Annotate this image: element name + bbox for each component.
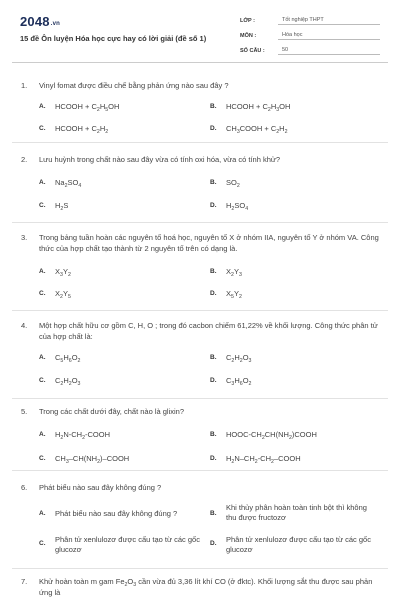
meta-label: LỚP : (240, 18, 255, 24)
question-divider (12, 470, 388, 471)
meta-label: SỐ CÂU : (240, 48, 265, 54)
option-text: $SO_2$ (226, 178, 240, 189)
meta-row-count (240, 42, 380, 55)
site-logo[interactable] (20, 14, 60, 29)
option-letter: D. (210, 455, 217, 462)
question-text: Một hợp chất hữu cơ gồm C, H, O ; trong đó cacbon chiếm 61,22% về khối lượng. Công thức phân tử của hợp chất là: (39, 321, 378, 341)
option-text: HCOOH + $C_2H_5OH$ (55, 102, 120, 113)
option-text: $CH_3-CH(NH_2)$–COOH (55, 454, 130, 465)
meta-row-class (240, 12, 380, 25)
option-letter: D. (210, 125, 217, 132)
option-letter: A. (39, 431, 46, 438)
question-divider (12, 568, 388, 569)
question-divider (12, 398, 388, 399)
option-letter: B. (210, 268, 217, 275)
option-letter: B. (210, 103, 217, 110)
question-number: 4. (21, 321, 28, 330)
option-text: Phát biểu nào sau đây không đúng ? (55, 509, 178, 518)
option-text: $X_5Y_2$ (226, 289, 242, 300)
meta-value: 50 (278, 47, 380, 55)
document-header (0, 0, 400, 60)
option-text: $C_3H_6O_2$ (226, 376, 252, 387)
question-number: 7. (21, 577, 28, 586)
question-text: Khử hoàn toàn m gam $Fe_2O_3$ cần vừa đủ 3,36 lít khí CO (ở đktc). Khối lượng sắt thu được sau phản ứng là (39, 577, 373, 597)
document-title: 15 đề Ôn luyện Hóa học cực hay có lời giải (đề số 1) (20, 34, 207, 43)
option-letter: D. (210, 290, 217, 297)
option-text: $X_2Y_3$ (226, 267, 242, 278)
option-letter: C. (39, 202, 46, 209)
question-number: 2. (21, 155, 28, 164)
option-letter: D. (210, 377, 217, 384)
option-letter: A. (39, 268, 46, 275)
meta-row-subject (240, 27, 380, 40)
option-letter: C. (39, 125, 46, 132)
logo-suffix: .vn (50, 21, 61, 27)
question-divider (12, 310, 388, 311)
option-letter: B. (210, 510, 217, 517)
question-number: 3. (21, 233, 28, 242)
option-text: Khi thủy phân hoàn toàn tinh bột thì không thu được fructozơ (226, 503, 367, 522)
option-text: $C_5H_6O_2$ (55, 353, 81, 364)
option-text: HCOOH + $C_2H_3OH$ (226, 102, 291, 113)
meta-value: Hóa học (278, 32, 380, 40)
option-text: $C_2H_2O_3$ (226, 353, 252, 364)
option-letter: A. (39, 354, 46, 361)
meta-value: Tốt nghiệp THPT (278, 17, 380, 25)
option-text: Phân tử xenlulozơ được cấu tạo từ các gốc glucozơ (55, 535, 200, 554)
question-text: Trong bảng tuần hoàn các nguyên tố hoá học, nguyên tố X ở nhóm IIA, nguyên tố Y ở nhóm VA. Công thức của hợp chất tạo thành từ 2 nguyên tố trên có dạng là. (39, 233, 379, 253)
option-letter: C. (39, 455, 46, 462)
option-text: $H_2N-CH_2-CH_2$–COOH (226, 454, 301, 465)
option-letter: A. (39, 103, 46, 110)
question-number: 1. (21, 81, 28, 90)
option-text: HOOC-$CH_2CH(NH_2)COOH$ (226, 430, 317, 441)
option-letter: B. (210, 179, 217, 186)
option-letter: D. (210, 540, 217, 547)
option-text: Phân tử xenlulozơ được cấu tạo từ các gốc glucozơ (226, 535, 371, 554)
question-number: 5. (21, 407, 28, 416)
option-text: $CH_3COOH + C_2H_2$ (226, 124, 288, 135)
option-text: $H_2N-CH_2$-COOH (55, 430, 111, 441)
question-divider (12, 222, 388, 223)
option-text: $C_2H_2O_3$ (55, 376, 81, 387)
question-text: Phát biểu nào sau đây không đúng ? (39, 483, 162, 492)
option-text: $X_3Y_2$ (55, 267, 71, 278)
option-text: HCOOH + $C_2H_2$ (55, 124, 109, 135)
document-meta (240, 12, 380, 57)
option-text: $X_2Y_5$ (55, 289, 71, 300)
logo-text: 2048 (20, 14, 50, 29)
question-text: Lưu huỳnh trong chất nào sau đây vừa có tính oxi hóa, vừa có tính khử? (39, 155, 281, 164)
option-letter: C. (39, 290, 46, 297)
header-divider (12, 62, 388, 63)
option-letter: B. (210, 354, 217, 361)
option-letter: A. (39, 510, 46, 517)
option-letter: C. (39, 540, 46, 547)
question-text: Trong các chất dưới đây, chất nào là glixin? (39, 407, 185, 416)
option-text: $H_2SO_4$ (226, 201, 249, 212)
option-letter: C. (39, 377, 46, 384)
option-text: $Na_2SO_4$ (55, 178, 82, 189)
question-divider (12, 142, 388, 143)
option-letter: A. (39, 179, 46, 186)
meta-label: MÔN : (240, 33, 257, 39)
question-text: Vinyl fomat được điều chế bằng phản ứng nào sau đây ? (39, 81, 229, 90)
option-text: $H_2S$ (55, 201, 69, 212)
option-letter: D. (210, 202, 217, 209)
option-letter: B. (210, 431, 217, 438)
question-number: 6. (21, 483, 28, 492)
